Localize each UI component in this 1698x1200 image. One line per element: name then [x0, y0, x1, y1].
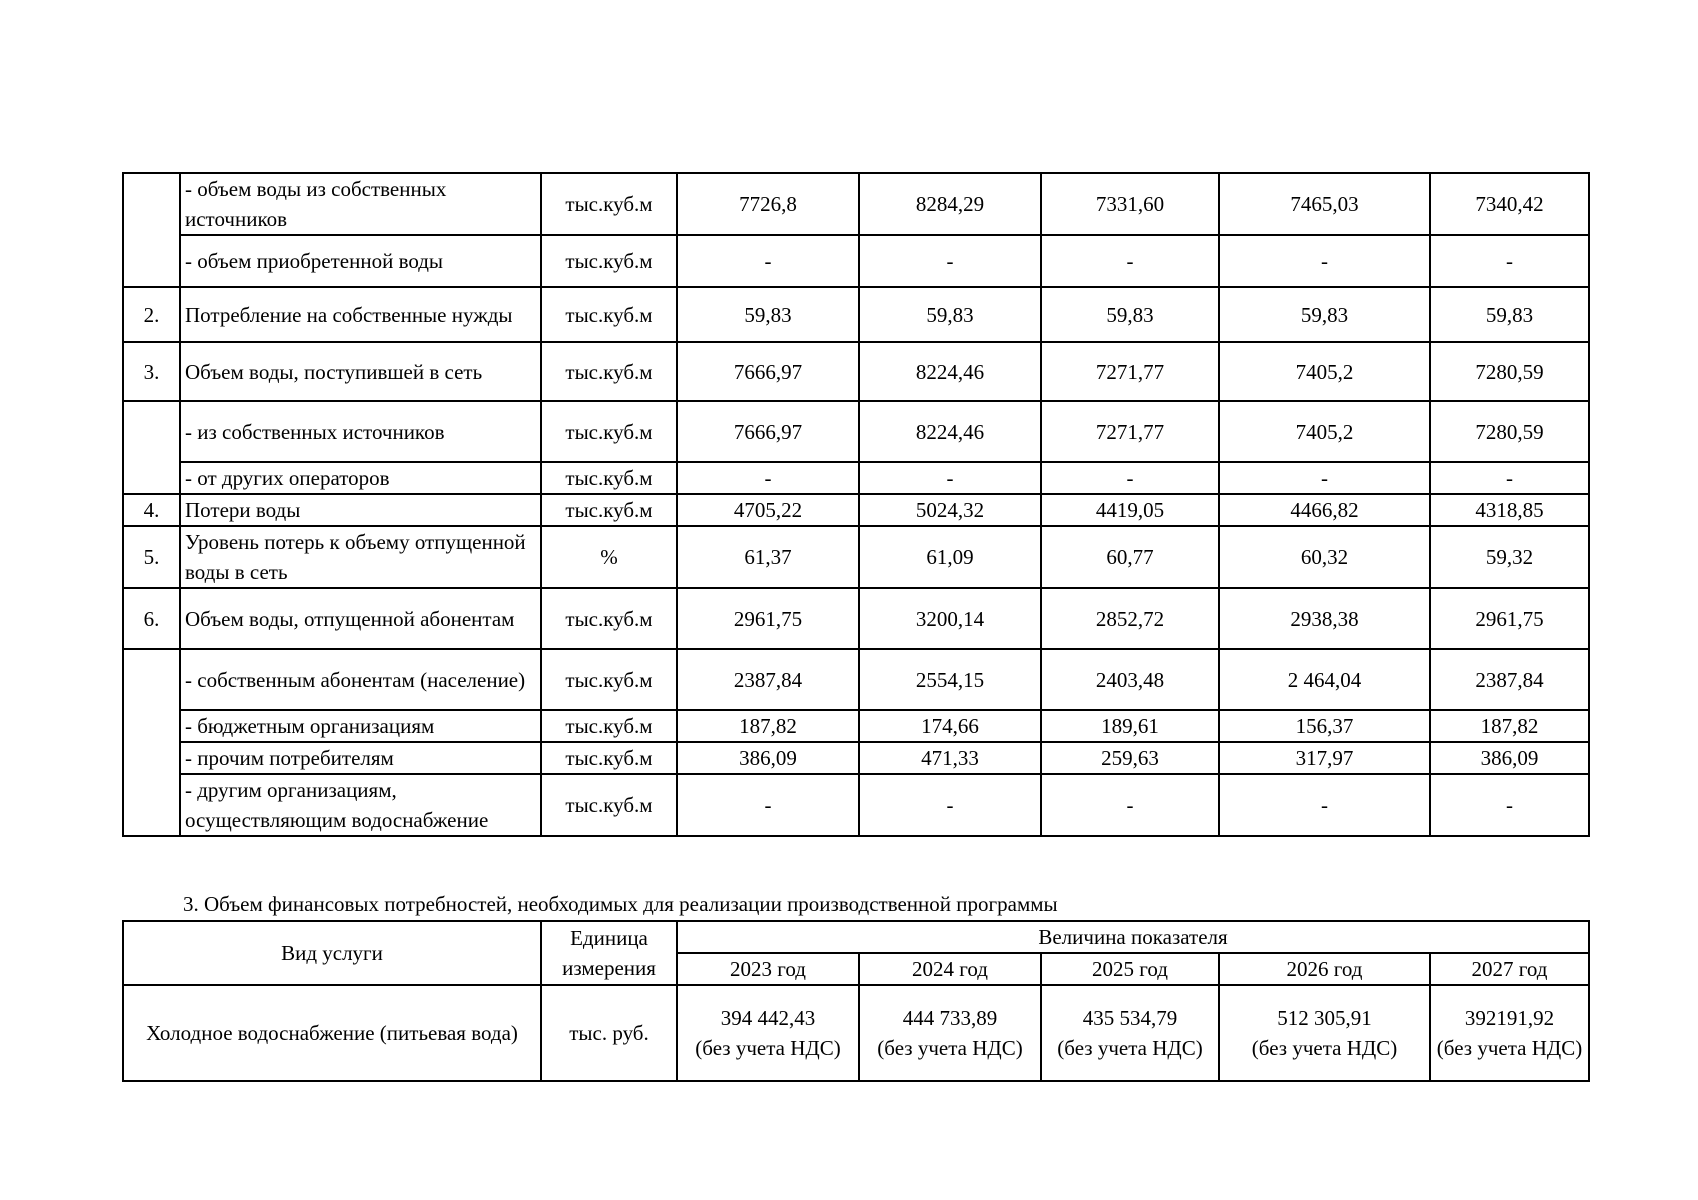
row-value: -: [1041, 235, 1219, 287]
row-value: 2387,84: [1430, 649, 1589, 710]
row-value: -: [1430, 462, 1589, 494]
row-value: 386,09: [1430, 742, 1589, 774]
header-unit: Единица измерения: [541, 921, 677, 985]
row-index: 4.: [123, 494, 180, 526]
row-name: Объем воды, поступившей в сеть: [180, 342, 541, 401]
financial-header-row: [123, 921, 1589, 953]
row-value: 59,83: [1219, 287, 1430, 342]
row-value: -: [1041, 774, 1219, 836]
row-value: 61,37: [677, 526, 859, 588]
row-value: 4705,22: [677, 494, 859, 526]
row-unit: %: [541, 526, 677, 588]
row-unit: тыс.куб.м: [541, 742, 677, 774]
table-row: [123, 494, 1589, 526]
row-unit: тыс.куб.м: [541, 287, 677, 342]
service-name: Холодное водоснабжение (питьевая вода): [123, 985, 541, 1081]
header-year: 2024 год: [859, 953, 1041, 985]
row-value: 59,83: [1041, 287, 1219, 342]
table-row: [123, 742, 1589, 774]
row-index: 5.: [123, 526, 180, 588]
value-cell: [1041, 985, 1219, 1081]
row-value: 7405,2: [1219, 401, 1430, 462]
row-value: 59,83: [859, 287, 1041, 342]
header-year: 2026 год: [1219, 953, 1430, 985]
value-amount: 444 733,89: [902, 1006, 998, 1030]
row-value: 7726,8: [677, 173, 859, 235]
row-name: Уровень потерь к объему отпущенной воды в сеть: [180, 526, 541, 588]
row-value: -: [859, 462, 1041, 494]
row-index: 3.: [123, 342, 180, 401]
row-value: 60,32: [1219, 526, 1430, 588]
table-row: [123, 462, 1589, 494]
header-year: 2025 год: [1041, 953, 1219, 985]
water-balance-body: [123, 173, 1589, 836]
value-amount: 435 534,79: [1082, 1006, 1178, 1030]
row-name: - собственным абонентам (население): [180, 649, 541, 710]
row-value: 8284,29: [859, 173, 1041, 235]
row-value: 7271,77: [1041, 342, 1219, 401]
row-value: 2403,48: [1041, 649, 1219, 710]
row-value: 7271,77: [1041, 401, 1219, 462]
row-value: 7405,2: [1219, 342, 1430, 401]
value-note: (без учета НДС): [1251, 1036, 1398, 1060]
value-cell: [677, 985, 859, 1081]
row-value: -: [677, 462, 859, 494]
row-value: 7666,97: [677, 342, 859, 401]
row-value: 2852,72: [1041, 588, 1219, 649]
row-name: - бюджетным организациям: [180, 710, 541, 742]
row-value: 2387,84: [677, 649, 859, 710]
financial-needs-table: [122, 920, 1590, 1082]
table-row: [123, 649, 1589, 710]
table-row: [123, 526, 1589, 588]
value-cell: [859, 985, 1041, 1081]
table-row: [123, 173, 1589, 235]
row-value: 60,77: [1041, 526, 1219, 588]
value-amount: 394 442,43: [720, 1006, 816, 1030]
table-row: [123, 342, 1589, 401]
row-value: 8224,46: [859, 342, 1041, 401]
row-value: 2 464,04: [1219, 649, 1430, 710]
row-value: 174,66: [859, 710, 1041, 742]
value-amount: 392191,92: [1464, 1006, 1555, 1030]
row-name: Потребление на собственные нужды: [180, 287, 541, 342]
row-value: 2554,15: [859, 649, 1041, 710]
section-3-title: 3. Объем финансовых потребностей, необходимых для реализации производственной программы: [183, 892, 1058, 916]
row-value: 4466,82: [1219, 494, 1430, 526]
row-name: Объем воды, отпущенной абонентам: [180, 588, 541, 649]
table-row: [123, 401, 1589, 462]
row-index: 2.: [123, 287, 180, 342]
row-value: 189,61: [1041, 710, 1219, 742]
row-value: 187,82: [1430, 710, 1589, 742]
row-value: 4419,05: [1041, 494, 1219, 526]
row-value: 2938,38: [1219, 588, 1430, 649]
header-service: Вид услуги: [123, 921, 541, 985]
row-value: 7331,60: [1041, 173, 1219, 235]
row-value: 156,37: [1219, 710, 1430, 742]
row-value: 7280,59: [1430, 342, 1589, 401]
row-unit: тыс.куб.м: [541, 494, 677, 526]
row-value: 317,97: [1219, 742, 1430, 774]
row-index: [123, 173, 180, 287]
service-unit: тыс. руб.: [541, 985, 677, 1081]
row-value: -: [1430, 774, 1589, 836]
row-value: 59,83: [677, 287, 859, 342]
row-value: 3200,14: [859, 588, 1041, 649]
table-row: [123, 235, 1589, 287]
row-value: 8224,46: [859, 401, 1041, 462]
row-value: 59,83: [1430, 287, 1589, 342]
financial-data-row: [123, 985, 1589, 1081]
table-row: [123, 710, 1589, 742]
value-cell: [1219, 985, 1430, 1081]
row-name: - от других операторов: [180, 462, 541, 494]
row-unit: тыс.куб.м: [541, 401, 677, 462]
row-unit: тыс.куб.м: [541, 235, 677, 287]
row-name: - объем приобретенной воды: [180, 235, 541, 287]
row-index: 6.: [123, 588, 180, 649]
row-value: 7340,42: [1430, 173, 1589, 235]
row-unit: тыс.куб.м: [541, 774, 677, 836]
row-value: 471,33: [859, 742, 1041, 774]
row-unit: тыс.куб.м: [541, 173, 677, 235]
table-row: [123, 774, 1589, 836]
row-value: 4318,85: [1430, 494, 1589, 526]
row-value: 59,32: [1430, 526, 1589, 588]
row-unit: тыс.куб.м: [541, 462, 677, 494]
row-value: -: [1430, 235, 1589, 287]
row-value: 7465,03: [1219, 173, 1430, 235]
row-value: -: [859, 235, 1041, 287]
row-value: 5024,32: [859, 494, 1041, 526]
row-value: -: [1219, 462, 1430, 494]
header-value: Величина показателя: [677, 921, 1589, 953]
value-note: (без учета НДС): [1057, 1036, 1203, 1060]
row-value: 61,09: [859, 526, 1041, 588]
row-index: [123, 401, 180, 494]
row-value: 259,63: [1041, 742, 1219, 774]
row-value: 187,82: [677, 710, 859, 742]
table-row: [123, 287, 1589, 342]
row-value: 2961,75: [1430, 588, 1589, 649]
value-cell: [1430, 985, 1589, 1081]
row-name: - из собственных источников: [180, 401, 541, 462]
row-value: -: [677, 774, 859, 836]
row-unit: тыс.куб.м: [541, 649, 677, 710]
row-name: - другим организациям, осуществляющим водоснабжение: [180, 774, 541, 836]
row-value: 7666,97: [677, 401, 859, 462]
row-value: -: [1219, 235, 1430, 287]
row-name: - прочим потребителям: [180, 742, 541, 774]
header-year: 2027 год: [1430, 953, 1589, 985]
table-row: [123, 588, 1589, 649]
row-value: 7280,59: [1430, 401, 1589, 462]
value-note: (без учета НДС): [877, 1036, 1023, 1060]
row-value: -: [1041, 462, 1219, 494]
row-name: Потери воды: [180, 494, 541, 526]
row-value: -: [1219, 774, 1430, 836]
row-unit: тыс.куб.м: [541, 588, 677, 649]
value-note: (без учета НДС): [1436, 1036, 1583, 1060]
row-value: -: [859, 774, 1041, 836]
water-balance-table: [122, 172, 1590, 837]
value-amount: 512 305,91: [1277, 1006, 1372, 1030]
row-value: -: [677, 235, 859, 287]
header-year: 2023 год: [677, 953, 859, 985]
value-note: (без учета НДС): [695, 1036, 841, 1060]
row-value: 386,09: [677, 742, 859, 774]
row-index: [123, 649, 180, 836]
row-value: 2961,75: [677, 588, 859, 649]
row-name: - объем воды из собственных источников: [180, 173, 541, 235]
row-unit: тыс.куб.м: [541, 342, 677, 401]
row-unit: тыс.куб.м: [541, 710, 677, 742]
